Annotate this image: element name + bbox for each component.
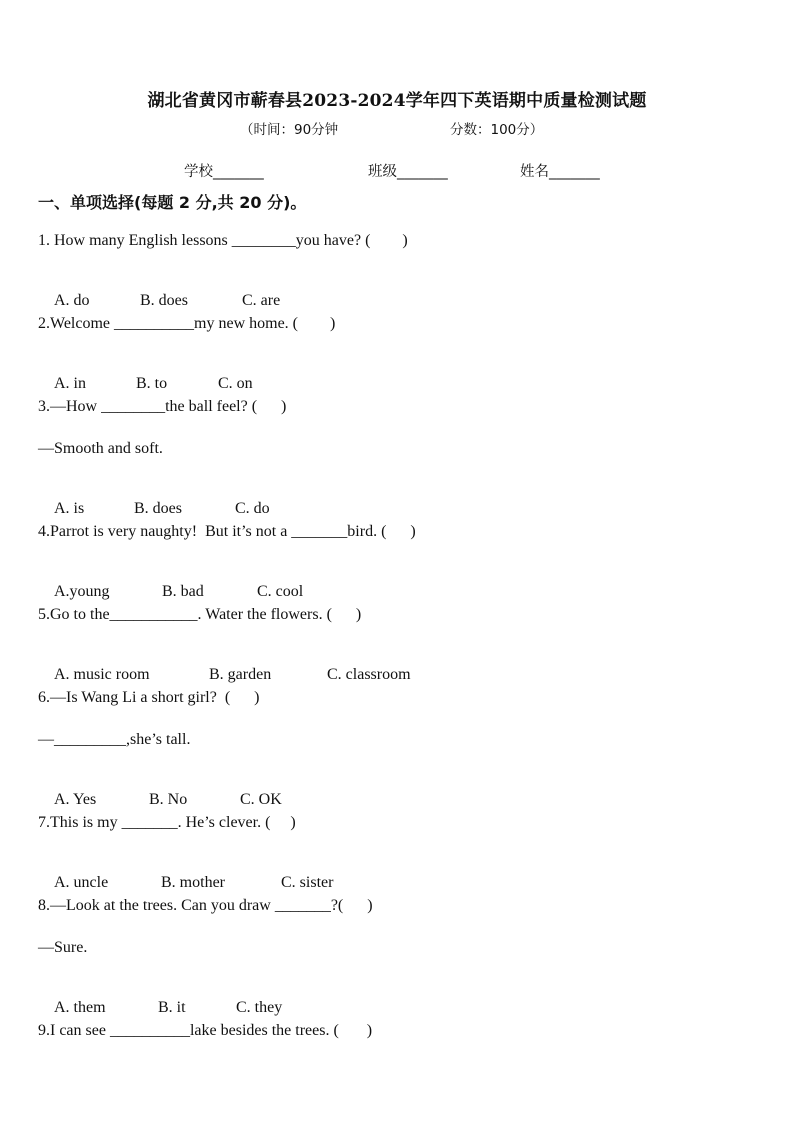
option-a: A. is [54, 500, 85, 517]
question-4-stem: 4.Parrot is very naughty! But it’s not a _______bird. ( ) [38, 523, 416, 540]
option-a: A. do [54, 292, 90, 309]
option-c: C. are [242, 292, 281, 309]
option-a: A. uncle [54, 874, 109, 891]
option-c: C. do [235, 500, 270, 517]
question-6-stem: 6.—Is Wang Li a short girl? ( ) [38, 689, 260, 706]
option-a: A. them [54, 999, 106, 1016]
option-a: A. Yes [54, 791, 97, 808]
question-7-stem: 7.This is my _______. He’s clever. ( ) [38, 814, 296, 831]
option-c: C. on [218, 375, 253, 392]
option-b: B. bad [162, 583, 204, 600]
question-3-reply: —Smooth and soft. [38, 440, 163, 457]
option-b: B. garden [209, 666, 272, 683]
question-5-stem: 5.Go to the___________. Water the flowers. ( ) [38, 606, 362, 623]
option-b: B. does [140, 292, 188, 309]
exam-score: 分数：100分） [450, 122, 544, 138]
option-a: A. music room [54, 666, 150, 683]
option-b: B. it [158, 999, 186, 1016]
option-c: C. sister [281, 874, 334, 891]
class-field: 班级_______ [368, 164, 448, 180]
option-c: C. classroom [327, 666, 411, 683]
option-b: B. mother [161, 874, 225, 891]
question-8-stem: 8.—Look at the trees. Can you draw _______?( ) [38, 897, 373, 914]
section-title: 一、单项选择(每题 2 分,共 20 分)。 [38, 193, 307, 212]
option-b: B. does [134, 500, 182, 517]
option-a: A.young [54, 583, 110, 600]
exam-time: （时间：90分钟 [240, 122, 339, 138]
school-field: 学校_______ [184, 164, 264, 180]
exam-title: 湖北省黄冈市蕲春县2023-2024学年四下英语期中质量检测试题 [147, 91, 647, 111]
option-c: C. they [236, 999, 283, 1016]
question-9-stem: 9.I can see __________lake besides the trees. ( ) [38, 1022, 373, 1039]
question-8-reply: —Sure. [38, 939, 88, 956]
option-c: C. cool [257, 583, 304, 600]
question-1-stem: 1. How many English lessons ________you have? ( ) [38, 232, 408, 249]
option-b: B. No [149, 791, 188, 808]
question-2-stem: 2.Welcome __________my new home. ( ) [38, 315, 336, 332]
option-a: A. in [54, 375, 86, 392]
name-field: 姓名_______ [520, 164, 600, 180]
question-3-stem: 3.—How ________the ball feel? ( ) [38, 398, 287, 415]
option-c: C. OK [240, 791, 282, 808]
question-6-reply: —_________,she’s tall. [38, 731, 191, 748]
option-b: B. to [136, 375, 168, 392]
